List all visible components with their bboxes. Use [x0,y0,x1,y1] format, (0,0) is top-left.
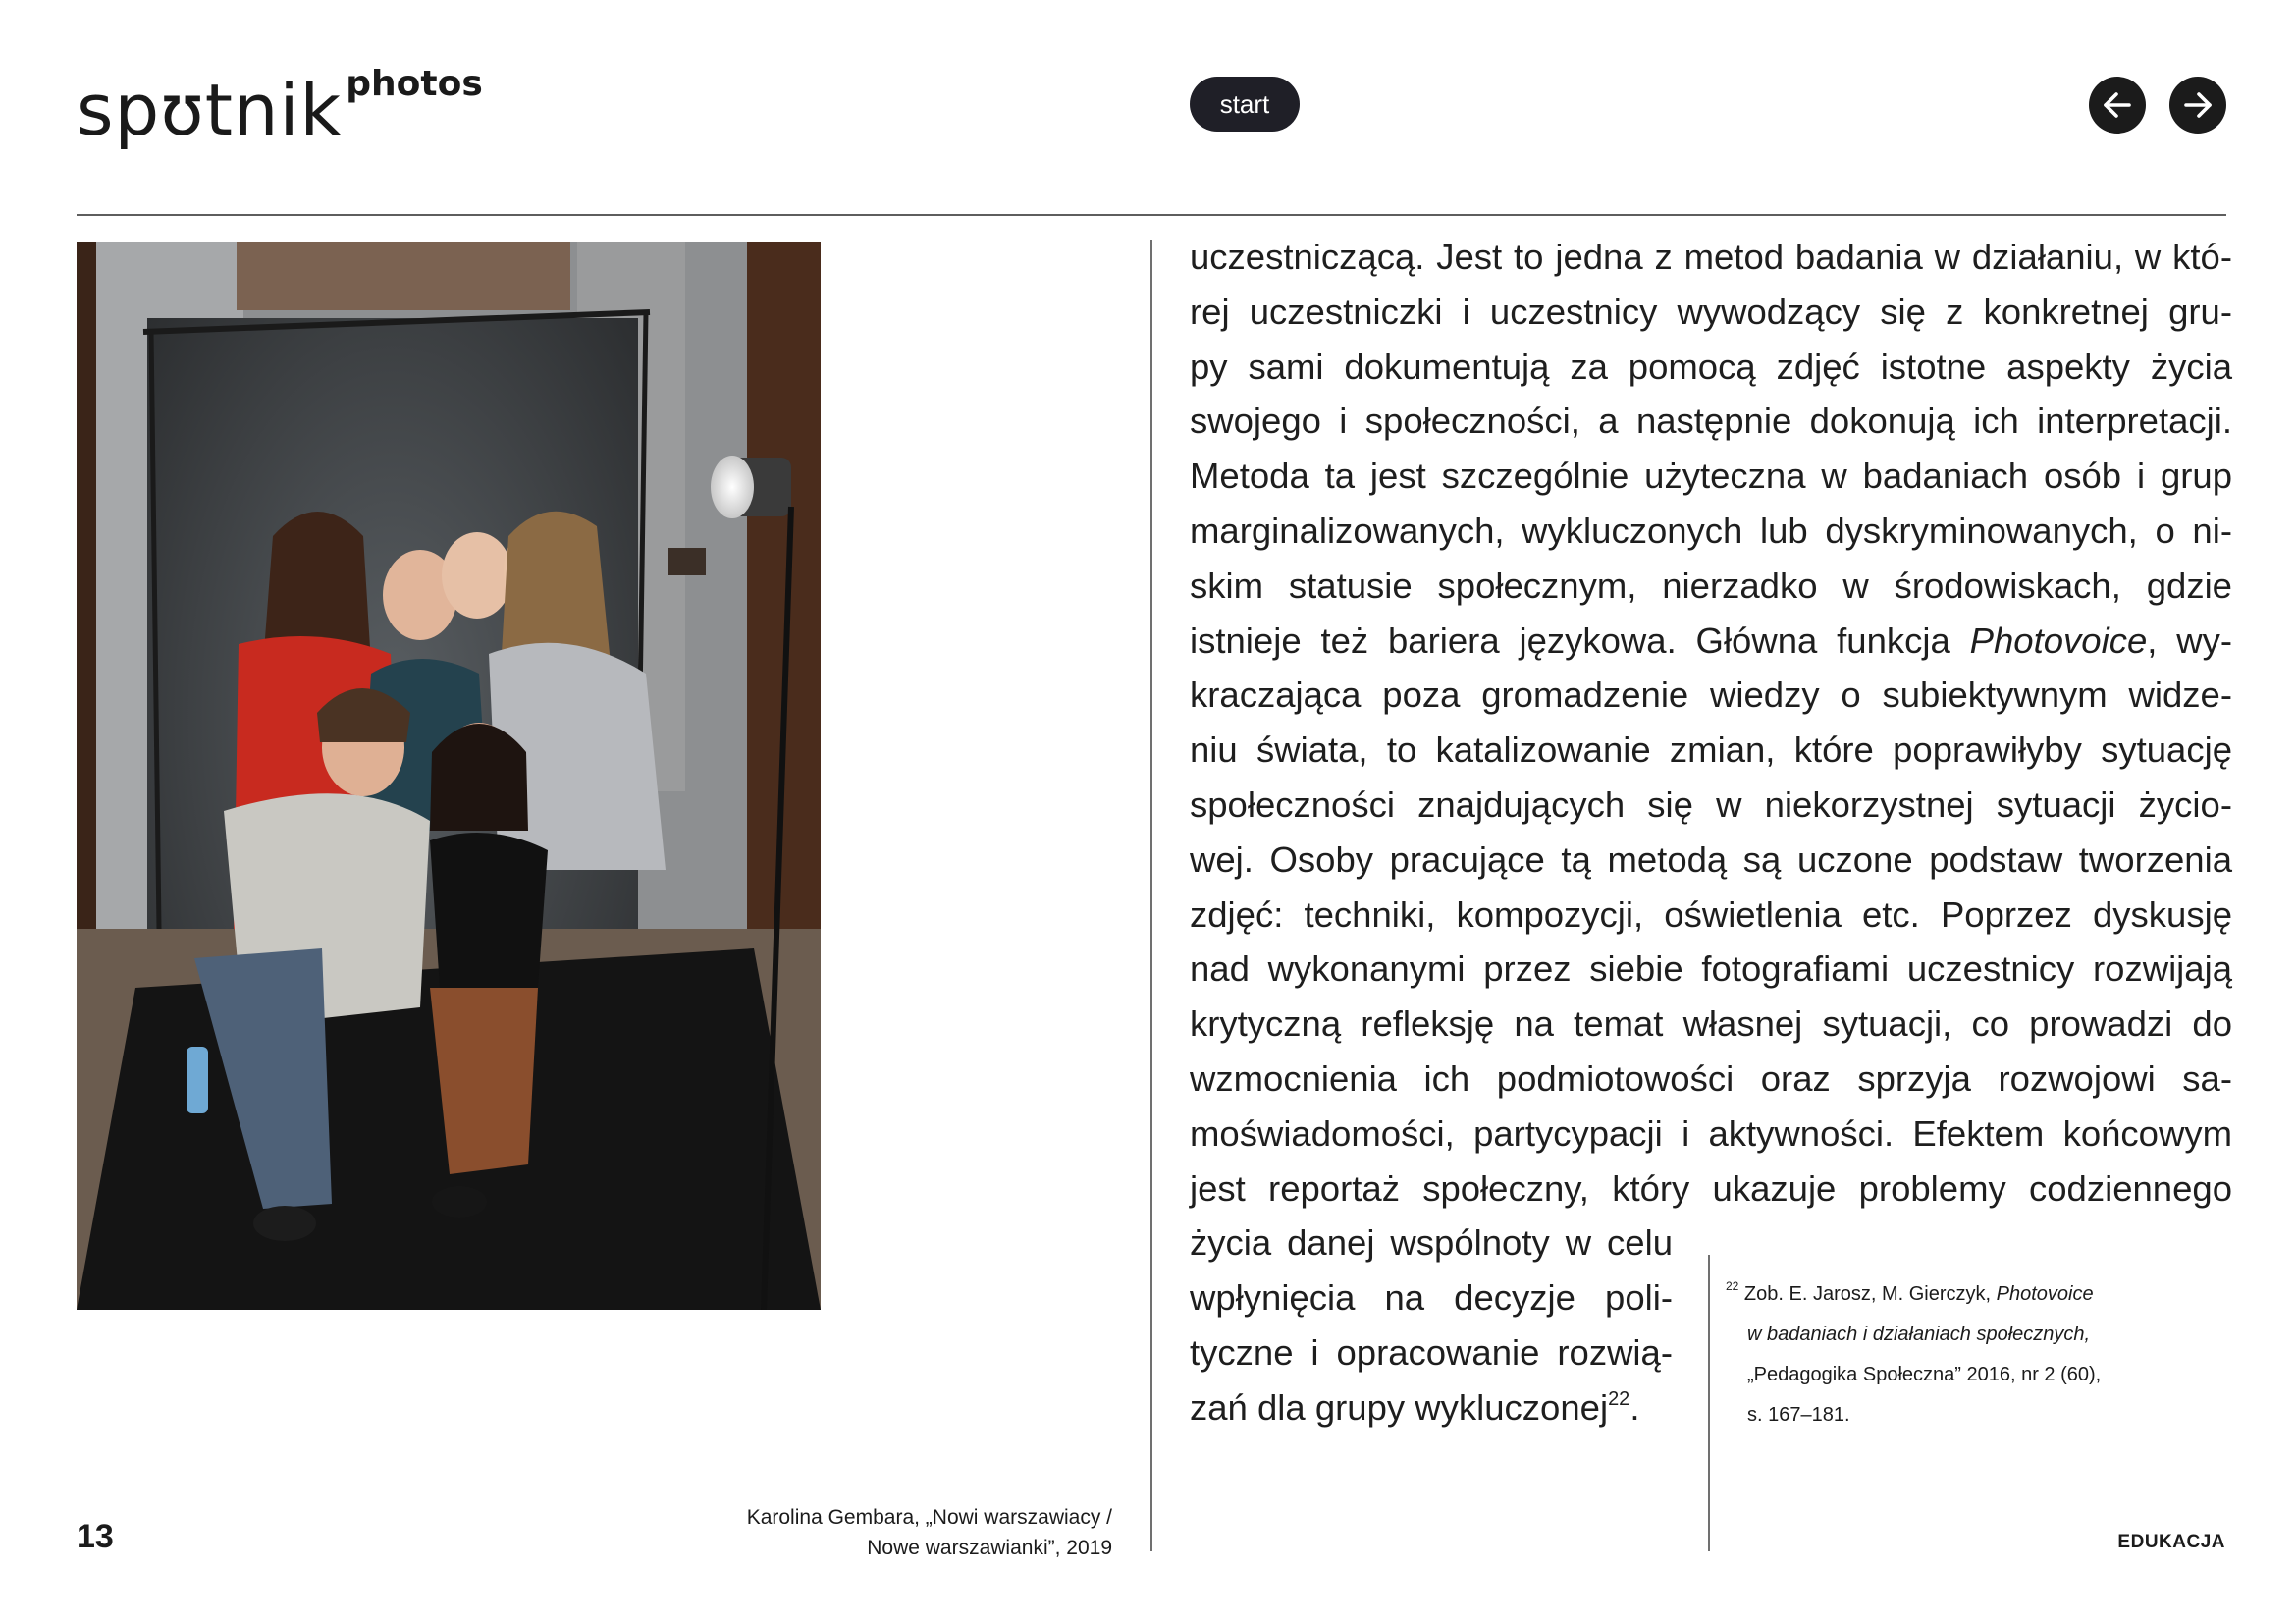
text-line-with-footnote: zań dla grupy wykluczonej$^{22}$. [1190,1386,1640,1428]
arrow-right-icon [2169,77,2226,134]
italic-term: Photovoice [1969,620,2148,661]
footnote-divider [1708,1255,1710,1551]
group-portrait-photo [77,242,821,1310]
text-line: tyczne i opracowanie rozwią- [1190,1331,1673,1373]
page-number: 13 [77,1518,114,1555]
text-segment: , wy- [2147,620,2232,661]
footnote-line-2 [1726,1315,2101,1355]
photo-caption [747,1502,1112,1563]
text-line: wpłynięcia na decyzje poli- [1190,1277,1673,1319]
text-line: życia danej wspólnoty w celu [1190,1222,1673,1264]
text-line: uczestniczącą. Jest to jedna z metod badania w działaniu, w któ- [1190,237,2232,277]
text-line: swojego i społeczności, a następnie dokonują ich interpretacji. [1190,401,2232,442]
text-line: skim statusie społecznym, nierzadko w środowiskach, gdzie [1190,565,2232,606]
footnote-italic: w badaniach i działaniach społecznych, [1747,1324,2091,1345]
text-line: wej. Osoby pracujące tą metodą są uczone podstaw tworzenia [1190,839,2232,880]
footnote-reference[interactable]: 22 [1608,1387,1630,1410]
section-label: EDUKACJA [2117,1532,2225,1552]
text-segment: zań dla grupy wykluczonej [1190,1386,1609,1428]
footnote [1726,1274,2101,1435]
footnote-line-4: s. 167–181. [1747,1404,1850,1426]
footnote-number: 22 [1726,1279,1739,1293]
arrow-left-icon [2089,77,2146,134]
header-divider [77,214,2226,216]
text-line: moświadomości, partycypacji i aktywności. Efektem końcowym [1190,1112,2232,1154]
photo-illustration [77,242,821,1310]
next-page-button[interactable] [2169,77,2226,134]
text-line: kraczająca poza gromadzenie wiedzy o subiektywnym widze- [1190,675,2232,716]
start-button[interactable]: start [1190,77,1300,132]
text-line: społeczności znajdujących się w niekorzystnej sytuacji życio- [1190,784,2232,825]
text-line: Metoda ta jest szczególnie użyteczna w badaniach osób i grup [1190,456,2232,497]
text-line: marginalizowanych, wykluczonych lub dyskryminowanych, o ni- [1190,510,2232,551]
logo-superscript: photos [346,64,483,104]
footnote-text: Zob. E. Jarosz, M. Gierczyk, [1743,1283,1997,1305]
text-line: nad wykonanymi przez siebie fotografiami uczestnicy rozwijają [1190,948,2232,990]
caption-line-1: Karolina Gembara, „Nowi warszawiacy / [746,1506,1112,1529]
text-line: rej uczestniczki i uczestnicy wywodzący się z konkretnej gru- [1190,291,2232,332]
text-segment: istnieje też bariera językowa. Główna funkcja [1190,620,1970,661]
footnote-line-3: „Pedagogika Społeczna” 2016, nr 2 (60), [1747,1364,2102,1385]
previous-page-button[interactable] [2089,77,2146,134]
footnote-italic: Photovoice [1996,1283,2094,1305]
column-divider [1150,240,1152,1551]
text-line-with-italic [1190,614,2232,669]
logo-wordmark: spʊtnik [77,69,343,151]
text-line: krytyczną refleksję na temat własnej sytuacji, co prowadzi do [1190,1003,2232,1045]
caption-line-2: Nowe warszawianki”, 2019 [867,1537,1112,1559]
text-line: niu świata, to katalizowanie zmian, które poprawiłyby sytuację [1190,730,2232,771]
text-line: zdjęć: techniki, kompozycji, oświetlenia etc. Poprzez dyskusję [1190,893,2232,935]
text-line: jest reportaż społeczny, który ukazuje problemy codziennego [1190,1167,2232,1209]
text-line: wzmocnienia ich podmiotowości oraz sprzyja rozwojowi sa- [1190,1057,2232,1099]
text-line: py sami dokumentują za pomocą zdjęć istotne aspekty życia [1190,346,2232,387]
footnote-line-1 [1726,1274,2101,1315]
sputnik-photos-logo [77,61,483,159]
body-text [1190,230,2232,1435]
